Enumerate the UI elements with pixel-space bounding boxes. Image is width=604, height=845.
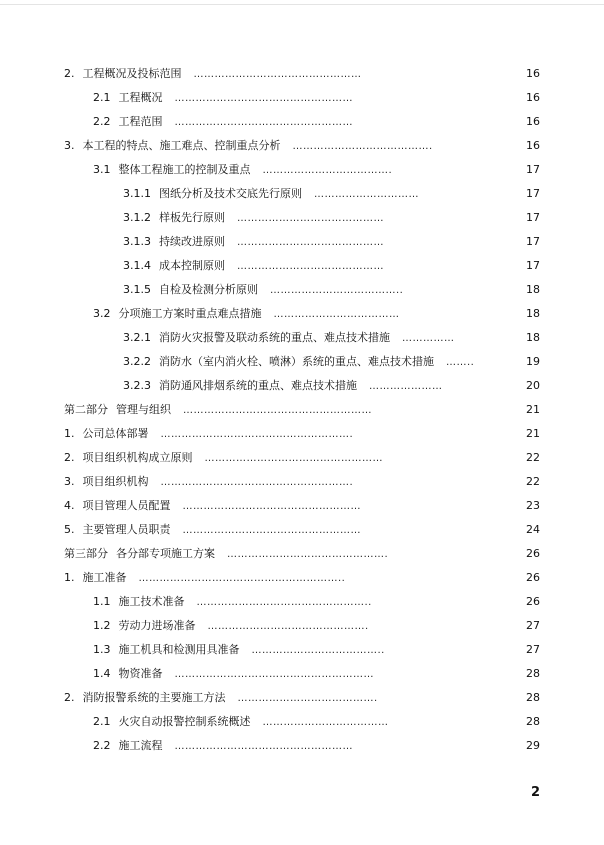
toc-entry-label — [64, 542, 388, 567]
toc-entry-number: 第三部分 — [64, 547, 108, 560]
toc-entry[interactable] — [0, 686, 604, 710]
toc-dot-leader: …………………………………………… — [204, 453, 383, 464]
toc-entry-number: 2. — [64, 67, 75, 80]
toc-entry-page: 17 — [526, 211, 540, 224]
toc-entry-title: 成本控制原则 — [159, 259, 225, 272]
toc-entry-page: 20 — [526, 379, 540, 392]
toc-entry-number: 3.2.3 — [123, 379, 151, 392]
toc-dot-leader: ………………………… — [314, 189, 419, 200]
toc-entry-title: 劳动力进场准备 — [118, 619, 196, 632]
toc-entry[interactable] — [0, 710, 604, 734]
toc-entry[interactable] — [0, 206, 604, 230]
toc-entry[interactable] — [0, 470, 604, 494]
toc-entry-number: 1.2 — [93, 619, 111, 632]
toc-entry[interactable] — [0, 302, 604, 326]
table-of-contents — [0, 62, 604, 758]
toc-entry[interactable] — [0, 86, 604, 110]
toc-entry[interactable] — [0, 614, 604, 638]
toc-entry-label — [93, 302, 400, 327]
toc-entry-title: 工程概况 — [118, 91, 163, 104]
toc-entry-page: 28 — [526, 691, 540, 704]
toc-entry[interactable] — [0, 542, 604, 566]
toc-entry-number: 3. — [64, 475, 75, 488]
toc-dot-leader: ………………………………………………. — [160, 429, 354, 440]
toc-entry-number: 3.1.3 — [123, 235, 151, 248]
toc-entry-page: 18 — [526, 331, 540, 344]
toc-entry-label — [123, 206, 384, 231]
toc-dot-leader: …………………………………… — [237, 213, 384, 224]
toc-entry-page: 28 — [526, 667, 540, 680]
toc-dot-leader: ………………………………………………. — [160, 477, 354, 488]
toc-entry-label — [123, 350, 474, 375]
toc-dot-leader: …………………………………………… — [174, 741, 353, 752]
toc-entry-label — [123, 278, 403, 303]
toc-entry-title: 公司总体部署 — [82, 427, 149, 440]
toc-entry-number: 2.2 — [93, 739, 111, 752]
toc-entry-number: 3.1 — [93, 163, 111, 176]
toc-entry-page: 22 — [526, 451, 540, 464]
toc-entry-title: 施工机具和检测用具准备 — [118, 643, 240, 656]
toc-entry-label — [93, 110, 353, 135]
toc-entry-number: 3.2.2 — [123, 355, 151, 368]
toc-entry-label — [93, 662, 374, 687]
toc-entry-title: 管理与组织 — [116, 403, 171, 416]
toc-dot-leader: …………………………………. — [237, 693, 378, 704]
toc-entry-title: 消防通风排烟系统的重点、难点技术措施 — [159, 379, 357, 392]
toc-entry-number: 2.2 — [93, 115, 111, 128]
toc-entry-page: 16 — [526, 67, 540, 80]
toc-entry-label — [64, 134, 433, 159]
toc-dot-leader: ………………………………………….. — [196, 597, 372, 608]
toc-entry-page: 22 — [526, 475, 540, 488]
toc-entry-page: 26 — [526, 547, 540, 560]
toc-entry[interactable] — [0, 182, 604, 206]
toc-entry[interactable] — [0, 110, 604, 134]
toc-dot-leader: ……………………………… — [262, 717, 389, 728]
toc-entry-title: 施工准备 — [82, 571, 127, 584]
toc-entry-title: 整体工程施工的控制及重点 — [118, 163, 251, 176]
toc-dot-leader: ………………………………………. — [207, 621, 369, 632]
toc-entry-number: 2. — [64, 691, 75, 704]
toc-entry-page: 17 — [526, 187, 540, 200]
toc-entry-label — [64, 566, 345, 591]
toc-dot-leader: ………………………………………. — [227, 549, 389, 560]
toc-entry-title: 各分部专项施工方案 — [116, 547, 215, 560]
toc-entry[interactable] — [0, 590, 604, 614]
toc-entry-label — [64, 494, 361, 519]
toc-dot-leader: ………………………………. — [262, 165, 393, 176]
toc-entry-title: 样板先行原则 — [159, 211, 225, 224]
toc-entry[interactable] — [0, 734, 604, 758]
toc-entry-title: 火灾自动报警控制系统概述 — [118, 715, 251, 728]
toc-entry-label — [64, 518, 361, 543]
toc-entry-page: 17 — [526, 235, 540, 248]
toc-entry-number: 3. — [64, 139, 75, 152]
toc-entry-number: 1. — [64, 571, 75, 584]
toc-entry-title: 消防火灾报警及联动系统的重点、难点技术措施 — [159, 331, 390, 344]
toc-entry-label — [93, 158, 392, 183]
toc-entry-title: 主要管理人员职责 — [82, 523, 171, 536]
toc-entry-number: 第二部分 — [64, 403, 108, 416]
toc-entry-title: 项目管理人员配置 — [82, 499, 171, 512]
toc-dot-leader: ………………………………………………… — [174, 669, 374, 680]
toc-entry[interactable] — [0, 422, 604, 446]
toc-entry-title: 项目组织机构 — [82, 475, 149, 488]
toc-dot-leader: ……………………………….. — [251, 645, 385, 656]
toc-entry-number: 1. — [64, 427, 75, 440]
toc-dot-leader: …….. — [446, 357, 475, 368]
toc-entry-number: 5. — [64, 523, 75, 536]
toc-entry-label — [93, 614, 369, 639]
toc-entry-page: 18 — [526, 283, 540, 296]
toc-entry-page: 18 — [526, 307, 540, 320]
toc-entry-page: 28 — [526, 715, 540, 728]
toc-dot-leader: …………………………………………… — [182, 501, 361, 512]
toc-entry[interactable] — [0, 158, 604, 182]
toc-dot-leader: …………………………………. — [292, 141, 433, 152]
toc-entry[interactable] — [0, 518, 604, 542]
toc-entry-page: 29 — [526, 739, 540, 752]
toc-entry-number: 2. — [64, 451, 75, 464]
toc-entry-page: 17 — [526, 259, 540, 272]
toc-entry-page: 21 — [526, 403, 540, 416]
toc-entry-number: 4. — [64, 499, 75, 512]
toc-dot-leader: …………………………………… — [237, 237, 384, 248]
toc-entry[interactable] — [0, 254, 604, 278]
toc-entry[interactable] — [0, 350, 604, 374]
toc-dot-leader: …………… — [402, 333, 455, 344]
toc-entry-page: 27 — [526, 619, 540, 632]
toc-dot-leader: …………………………………… — [237, 261, 384, 272]
toc-entry-number: 1.1 — [93, 595, 111, 608]
toc-entry-number: 1.4 — [93, 667, 111, 680]
toc-entry-label — [123, 326, 455, 351]
toc-entry-page: 26 — [526, 595, 540, 608]
toc-entry-number: 3.2 — [93, 307, 111, 320]
toc-entry-page: 16 — [526, 91, 540, 104]
toc-entry-title: 物资准备 — [118, 667, 163, 680]
toc-entry-page: 27 — [526, 643, 540, 656]
toc-dot-leader: …………………………………………… — [174, 93, 353, 104]
toc-entry-title: 分项施工方案时重点难点措施 — [118, 307, 262, 320]
toc-entry-label — [64, 398, 372, 423]
toc-entry-label — [123, 182, 419, 207]
toc-entry[interactable] — [0, 278, 604, 302]
top-divider — [0, 4, 604, 5]
toc-entry-number: 3.1.5 — [123, 283, 151, 296]
toc-dot-leader: …………………………………………… — [174, 117, 353, 128]
toc-dot-leader: ………………………………………… — [193, 69, 362, 80]
toc-entry-title: 本工程的特点、施工难点、控制重点分析 — [82, 139, 281, 152]
toc-entry-label — [64, 62, 362, 87]
toc-entry-page: 24 — [526, 523, 540, 536]
toc-entry[interactable] — [0, 398, 604, 422]
toc-dot-leader: …………………………………………… — [182, 525, 361, 536]
toc-entry[interactable] — [0, 62, 604, 86]
toc-dot-leader: ……………………………………………… — [183, 405, 372, 416]
toc-entry-title: 消防报警系统的主要施工方法 — [82, 691, 226, 704]
toc-entry[interactable] — [0, 446, 604, 470]
toc-entry-number: 3.1.2 — [123, 211, 151, 224]
toc-entry-title: 消防水（室内消火栓、喷淋）系统的重点、难点技术措施 — [159, 355, 434, 368]
toc-entry-label — [93, 734, 353, 759]
toc-entry-number: 3.2.1 — [123, 331, 151, 344]
toc-entry-label — [93, 590, 372, 615]
toc-dot-leader: ……………………………… — [273, 309, 400, 320]
toc-entry-label — [64, 470, 353, 495]
toc-entry-page: 26 — [526, 571, 540, 584]
toc-entry-label — [93, 86, 353, 111]
toc-entry-title: 项目组织机构成立原则 — [82, 451, 193, 464]
toc-dot-leader: ……………………………….. — [270, 285, 404, 296]
footer-page-number: 2 — [530, 785, 540, 800]
toc-entry-label — [93, 638, 385, 663]
toc-entry[interactable] — [0, 638, 604, 662]
toc-entry-title: 工程范围 — [118, 115, 163, 128]
toc-entry-number: 3.1.1 — [123, 187, 151, 200]
toc-entry-label — [64, 422, 353, 447]
toc-entry-label — [64, 686, 378, 711]
toc-entry-title: 工程概况及投标范围 — [82, 67, 182, 80]
toc-entry-title: 持续改进原则 — [159, 235, 225, 248]
toc-entry-page: 21 — [526, 427, 540, 440]
toc-dot-leader: ………………………………………………….. — [138, 573, 346, 584]
toc-entry-page: 16 — [526, 115, 540, 128]
toc-entry-label — [64, 446, 383, 471]
toc-entry[interactable] — [0, 134, 604, 158]
toc-entry-label — [123, 374, 443, 399]
toc-entry-label — [93, 710, 389, 735]
toc-entry[interactable] — [0, 326, 604, 350]
toc-entry-page: 17 — [526, 163, 540, 176]
toc-entry-page: 16 — [526, 139, 540, 152]
toc-entry[interactable] — [0, 230, 604, 254]
toc-entry[interactable] — [0, 566, 604, 590]
toc-entry[interactable] — [0, 494, 604, 518]
toc-entry-number: 3.1.4 — [123, 259, 151, 272]
toc-entry-label — [123, 230, 384, 255]
toc-dot-leader: ………………… — [369, 381, 443, 392]
toc-entry-page: 19 — [526, 355, 540, 368]
toc-entry-number: 1.3 — [93, 643, 111, 656]
toc-entry-title: 施工技术准备 — [118, 595, 185, 608]
toc-entry-title: 自检及检测分析原则 — [159, 283, 258, 296]
toc-entry[interactable] — [0, 662, 604, 686]
toc-entry-title: 图纸分析及技术交底先行原则 — [159, 187, 302, 200]
toc-entry-page: 23 — [526, 499, 540, 512]
toc-entry-number: 2.1 — [93, 715, 111, 728]
toc-entry[interactable] — [0, 374, 604, 398]
toc-entry-title: 施工流程 — [118, 739, 163, 752]
toc-entry-number: 2.1 — [93, 91, 111, 104]
toc-entry-label — [123, 254, 384, 279]
